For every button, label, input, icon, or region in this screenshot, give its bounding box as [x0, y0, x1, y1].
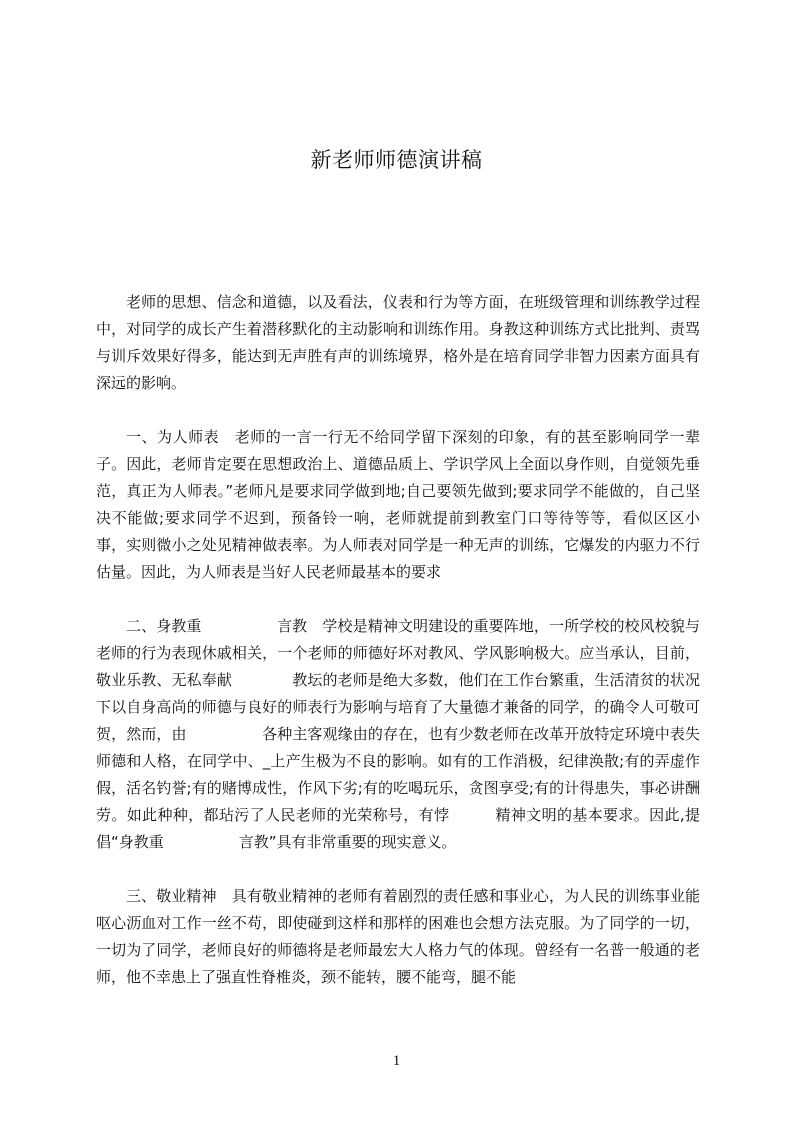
document-body	[96, 289, 700, 991]
paragraph-section-3: 三、敬业精神 具有敬业精神的老师有着剧烈的责任感和事业心，为人民的训练事业能呕心沥血对工作一丝不苟，即使碰到这样和那样的困难也会想方法克服。为了同学的一切，一切为了同学，老师良好的师德将是老师最宏大人格力气的体现。曾经有一名普一般通的老师，他不幸患上了强直性脊椎炎，颈不能转，腰不能弯，腿不能	[96, 887, 700, 986]
page-number: 1	[392, 1053, 401, 1069]
paragraph-section-2: 二、身教重 言教 学校是精神文明建设的重要阵地，一所学校的校风校貌与老师的行为表现休戚相关，一个老师的师德好坏对教风、学风影响极大。应当承认，目前，敬业乐教、无私奉献 教坛的老师是绝大多数，他们在工作台繁重，生活清贫的状况下以自身高尚的师德与良好的师表行为影响与培育了大量德才兼备的同学，的确令人可敬可贺，然而，由 各种主客观缘由的存在，也有少数老师在改革开放特定环境中表失师德和人格，在同学中、_上产生极为不良的影响。如有的工作消极，纪律涣散;有的弄虚作假，活名钓誉;有的赌博成性，作风下劣;有的吃喝玩乐，贪图享受;有的计得患失，事必讲酬劳。如此种种，都玷污了人民老师的光荣称号，有悖 精神文明的基本要求。因此,提倡“身教重 言教”具有非常重要的现实意义。	[96, 617, 700, 851]
document-title: 新老师师德演讲稿	[310, 148, 483, 172]
paragraph-section-1: 一、为人师表 老师的一言一行无不给同学留下深刻的印象，有的甚至影响同学一辈子。因此，老师肯定要在思想政治上、道德品质上、学识学风上全面以身作则，自觉领先垂范，真正为人师表。”老师凡是要求同学做到地;自己要领先做到;要求同学不能做的，自己坚决不能做;要求同学不迟到，预备铃一响，老师就提前到教室门口等待等等，看似区区小事，实则微小之处见精神做表率。为人师表对同学是一种无声的训练，它爆发的内驱力不行估量。因此，为人师表是当好人民老师最基本的要求	[96, 428, 700, 581]
paragraph-intro: 老师的思想、信念和道德，以及看法，仪表和行为等方面，在班级管理和训练教学过程中，对同学的成长产生着潜移默化的主动影响和训练作用。身教这种训练方式比批判、责骂与训斥效果好得多，能达到无声胜有声的训练境界，格外是在培育同学非智力因素方面具有深远的影响。	[96, 293, 700, 392]
